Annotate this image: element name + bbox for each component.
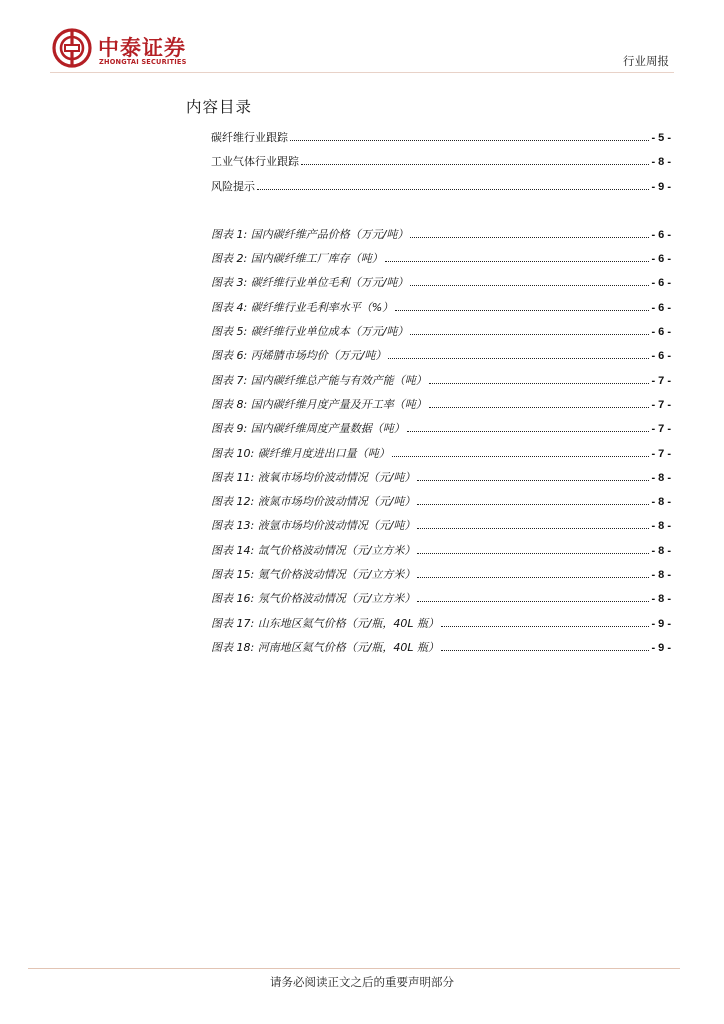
toc-page-number: - 9 - <box>651 180 671 193</box>
toc-figure-number: 图表 13: <box>211 519 255 533</box>
toc-page-number: - 7 - <box>651 398 671 411</box>
toc-figure-number: 图表 2: <box>211 252 248 266</box>
toc-figure-title: 国内碳纤维总产能与有效产能（吨） <box>250 373 427 387</box>
toc-figure-title: 氖气价格波动情况（元/立方米） <box>257 592 416 606</box>
toc-section-entry[interactable] <box>211 128 671 152</box>
dot-leader <box>417 504 649 505</box>
toc-figure-entry[interactable] <box>211 273 671 297</box>
toc-page-number: - 7 - <box>651 374 671 387</box>
toc-figure-title: 液氮市场均价波动情况（元/吨） <box>257 495 416 509</box>
toc-section-title: 碳纤维行业跟踪 <box>211 131 288 144</box>
dot-leader <box>395 310 649 311</box>
toc-page-number: - 6 - <box>651 301 671 314</box>
toc-figure-entry[interactable] <box>211 468 671 492</box>
zhongtai-logo-icon <box>52 28 92 68</box>
toc-figure-label <box>211 444 390 464</box>
toc-page-number: - 6 - <box>651 350 671 363</box>
brand-name-en: ZHONGTAI SECURITIES <box>99 58 187 66</box>
toc-figure-entry[interactable] <box>211 492 671 516</box>
toc-figure-label <box>211 589 415 609</box>
toc-figure-entry[interactable] <box>211 322 671 346</box>
toc-figure-entry[interactable] <box>211 516 671 540</box>
toc-figure-title: 国内碳纤维周度产量数据（吨） <box>250 422 405 436</box>
toc-page-number: - 8 - <box>651 569 671 582</box>
toc-figure-label <box>211 371 427 391</box>
toc-figure-label <box>211 565 415 585</box>
toc-section-title: 工业气体行业跟踪 <box>211 155 299 169</box>
toc-figure-entry[interactable] <box>211 589 671 613</box>
toc-figure-entry[interactable] <box>211 444 671 468</box>
figure-list <box>211 225 671 662</box>
toc-page-number: - 8 - <box>651 593 671 606</box>
toc-page-number: - 8 - <box>651 496 671 509</box>
toc-figure-number: 图表 9: <box>211 422 248 436</box>
toc-figure-entry[interactable] <box>211 395 671 419</box>
toc-figure-title: 液氩市场均价波动情况（元/吨） <box>257 519 416 533</box>
toc-section-title: 风险提示 <box>211 179 255 193</box>
toc-title: 内容目录 <box>186 98 253 116</box>
toc-section-entry[interactable] <box>211 152 671 176</box>
toc-figure-entry[interactable] <box>211 346 671 370</box>
dot-leader <box>410 285 649 286</box>
toc-figure-label <box>211 273 408 293</box>
toc-page-number: - 6 - <box>651 228 671 241</box>
toc-figure-title: 碳纤维月度进出口量（吨） <box>257 446 390 460</box>
toc-figure-title: 国内碳纤维产品价格（万元/吨） <box>250 227 409 241</box>
toc-figure-number: 图表 1: <box>211 227 248 241</box>
toc-figure-label <box>211 419 405 439</box>
toc-figure-entry[interactable] <box>211 638 671 662</box>
toc-figure-entry[interactable] <box>211 225 671 249</box>
toc-figure-label <box>211 516 415 536</box>
dot-leader <box>385 261 650 262</box>
toc-figure-number: 图表 17: <box>211 616 255 630</box>
toc-figure-label <box>211 322 408 342</box>
toc-figure-label <box>211 541 415 561</box>
toc-figure-label <box>211 225 408 245</box>
toc-figure-entry[interactable] <box>211 298 671 322</box>
toc-page-number: - 5 - <box>651 132 671 144</box>
toc-figure-number: 图表 10: <box>211 446 255 460</box>
dot-leader <box>429 407 650 408</box>
toc-page-number: - 6 - <box>651 326 671 339</box>
toc-figure-title: 碳纤维行业单位成本（万元/吨） <box>250 325 409 339</box>
dot-leader <box>410 237 649 238</box>
toc-spacer <box>211 201 671 225</box>
toc-figure-label <box>211 638 439 658</box>
toc-figure-title: 山东地区氦气价格（元/瓶，40L 瓶） <box>257 616 440 630</box>
toc-page-number: - 7 - <box>651 423 671 436</box>
toc-figure-number: 图表 15: <box>211 568 255 582</box>
dot-leader <box>257 189 649 190</box>
dot-leader <box>407 431 650 432</box>
toc-figure-entry[interactable] <box>211 614 671 638</box>
dot-leader <box>392 456 650 457</box>
toc-figure-title: 碳纤维行业毛利率水平（%） <box>250 300 394 314</box>
dot-leader <box>417 601 649 602</box>
toc-page-number: - 8 - <box>651 520 671 533</box>
toc-page-number: - 8 - <box>651 471 671 484</box>
dot-leader <box>441 650 649 651</box>
dot-leader <box>417 553 649 554</box>
toc-figure-label <box>211 614 439 634</box>
toc-figure-number: 图表 8: <box>211 397 248 411</box>
toc-page-number: - 9 - <box>651 617 671 630</box>
toc-page-number: - 8 - <box>651 156 671 169</box>
toc-figure-title: 氪气价格波动情况（元/立方米） <box>257 568 416 582</box>
toc-page-number: - 8 - <box>651 544 671 557</box>
toc-page-number: - 7 - <box>651 447 671 460</box>
dot-leader <box>417 577 649 578</box>
toc-figure-entry[interactable] <box>211 249 671 273</box>
toc-figure-title: 国内碳纤维工厂库存（吨） <box>250 252 383 266</box>
toc-figure-title: 液氧市场均价波动情况（元/吨） <box>257 470 416 484</box>
toc-figure-number: 图表 11: <box>211 470 255 484</box>
dot-leader <box>301 164 649 165</box>
toc-figure-title: 碳纤维行业单位毛利（万元/吨） <box>250 276 409 290</box>
dot-leader <box>388 358 649 359</box>
dot-leader <box>417 528 649 529</box>
toc-figure-number: 图表 5: <box>211 325 248 339</box>
toc-figure-label <box>211 395 427 415</box>
toc-figure-number: 图表 14: <box>211 543 255 557</box>
toc-figure-number: 图表 7: <box>211 373 248 387</box>
toc-figure-label <box>211 468 415 488</box>
toc-figure-label <box>211 492 415 512</box>
footer-disclaimer: 请务必阅读正文之后的重要声明部分 <box>270 975 454 989</box>
toc-figure-number: 图表 3: <box>211 276 248 290</box>
toc-figure-entry[interactable] <box>211 565 671 589</box>
toc-figure-label <box>211 298 393 318</box>
toc-figure-title: 国内碳纤维月度产量及开工率（吨） <box>250 397 427 411</box>
footer-divider <box>28 968 680 969</box>
toc-figure-title: 氙气价格波动情况（元/立方米） <box>257 543 416 557</box>
toc-figure-entry[interactable] <box>211 541 671 565</box>
toc-figure-number: 图表 4: <box>211 300 248 314</box>
toc-figure-label <box>211 249 383 269</box>
header-divider <box>50 72 674 73</box>
company-logo <box>52 28 222 76</box>
toc-figure-number: 图表 12: <box>211 495 255 509</box>
dot-leader <box>290 140 649 141</box>
dot-leader <box>441 626 649 627</box>
dot-leader <box>410 334 649 335</box>
toc-page-number: - 6 - <box>651 277 671 290</box>
toc-figure-number: 图表 6: <box>211 349 248 363</box>
toc-figure-label <box>211 346 386 366</box>
brand-name-cn: 中泰证券 <box>98 36 186 60</box>
toc-page-number: - 9 - <box>651 641 671 654</box>
toc-figure-title: 河南地区氦气价格（元/瓶，40L 瓶） <box>257 640 440 654</box>
toc-figure-number: 图表 18: <box>211 640 255 654</box>
toc-page-number: - 6 - <box>651 253 671 266</box>
dot-leader <box>429 383 650 384</box>
toc-figure-entry[interactable] <box>211 419 671 443</box>
toc-figure-entry[interactable] <box>211 371 671 395</box>
dot-leader <box>417 480 649 481</box>
toc-section-entry[interactable] <box>211 177 671 201</box>
toc-figure-title: 丙烯腈市场均价（万元/吨） <box>250 349 387 363</box>
table-of-contents <box>211 128 671 662</box>
toc-figure-number: 图表 16: <box>211 592 255 606</box>
report-type: 行业周报 <box>623 54 669 68</box>
